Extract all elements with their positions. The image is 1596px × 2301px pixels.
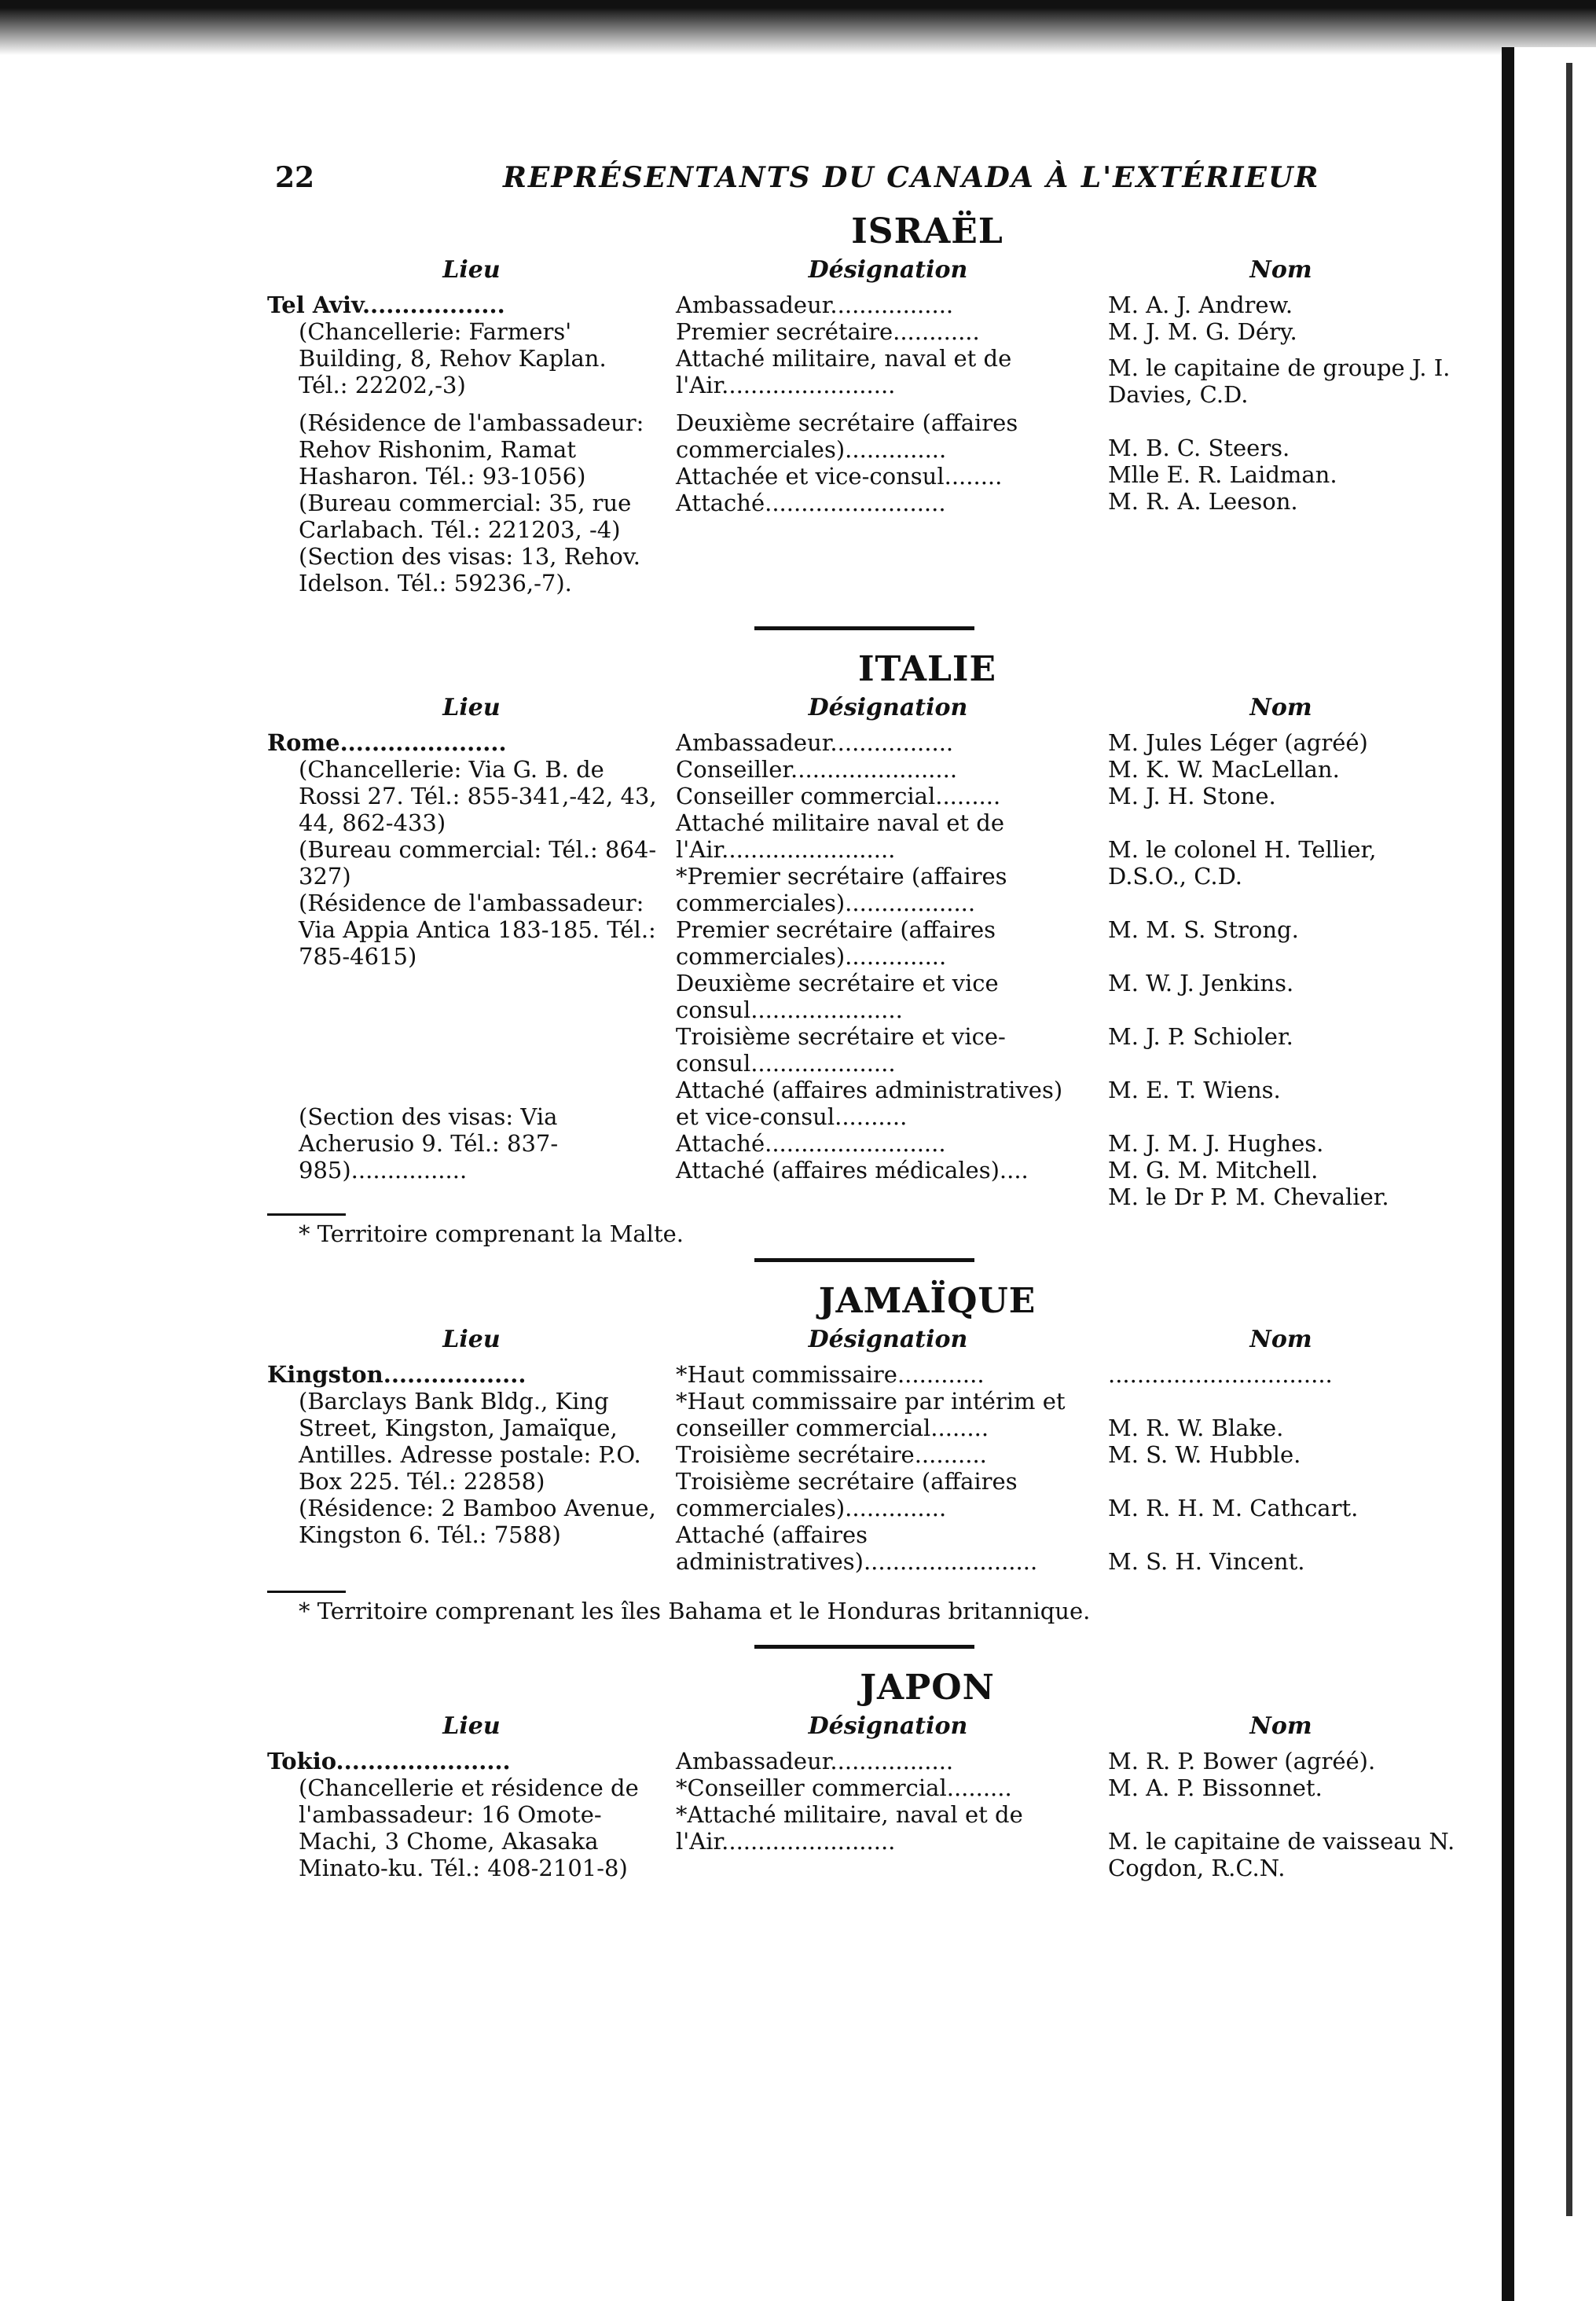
- nom: Mlle E. R. Laidman.: [1108, 461, 1337, 488]
- address: (Section des visas: 13, Rehov. Idelson. Tél.: 59236,-7).: [299, 543, 641, 596]
- nom: M. S. H. Vincent.: [1108, 1548, 1305, 1575]
- country-title: ISRAËL: [851, 211, 1003, 251]
- designation: Attaché.........................: [676, 490, 946, 516]
- designation: Attaché (affaires médicales)....: [676, 1157, 1029, 1184]
- nom: M. J. M. G. Déry.: [1108, 318, 1297, 345]
- designation-column: [676, 1361, 1100, 1575]
- entries-table: [267, 729, 1462, 1210]
- nom: M. S. W. Hubble.: [1108, 1441, 1301, 1468]
- designation: Attaché.........................: [676, 1130, 946, 1157]
- designation: *Haut commissaire par intérim et conseiller commercial........: [676, 1388, 1066, 1441]
- designation: Attaché (affaires administratives) et vice-consul..........: [676, 1077, 1063, 1130]
- designation: Premier secrétaire............: [676, 318, 980, 345]
- footnote-rule: [267, 1213, 346, 1216]
- address: (Chancellerie et résidence de l'ambassadeur: 16 Omote-Machi, 3 Chome, Akasaka Minato-ku. Tél.: 408-2101-8): [299, 1774, 639, 1881]
- lieu-column: [267, 1748, 676, 1881]
- nom: ...............................: [1108, 1361, 1333, 1388]
- designation: Troisième secrétaire..........: [676, 1441, 987, 1468]
- address: (Barclays Bank Bldg., King Street, Kingston, Jamaïque, Antilles. Adresse postale: P.O. Box 225. Tél.: 22858): [299, 1388, 641, 1495]
- address: (Chancellerie: Via G. B. de Rossi 27. Tél.: 855-341,-42, 43, 44, 862-433): [299, 756, 657, 836]
- running-head: [267, 153, 1462, 200]
- footnote: * Territoire comprenant la Malte.: [299, 1220, 684, 1247]
- footnote-rule: [267, 1591, 346, 1593]
- country-title: JAMAÏQUE: [818, 1281, 1036, 1321]
- designation: Troisième secrétaire et vice-consul....................: [676, 1023, 1006, 1077]
- header-lieu: Lieu: [442, 1712, 501, 1740]
- nom: M. K. W. MacLellan.: [1108, 756, 1340, 783]
- place-name: Tokio......................: [267, 1748, 511, 1774]
- nom: M. E. T. Wiens.: [1108, 1077, 1281, 1103]
- header-designation: Désignation: [808, 1712, 968, 1740]
- nom: M. R. P. Bower (agréé).: [1108, 1748, 1376, 1774]
- nom-column: [1100, 729, 1462, 1210]
- page-content: [267, 153, 1462, 1881]
- section-israel: [267, 211, 1462, 630]
- page-binding-line: [1566, 63, 1572, 2216]
- nom-column: [1100, 1361, 1462, 1575]
- section-italie: [267, 649, 1462, 1262]
- header-nom: Nom: [1249, 1712, 1312, 1740]
- column-headers: [267, 256, 1462, 284]
- address: (Résidence: 2 Bamboo Avenue, Kingston 6. Tél.: 7588): [299, 1495, 656, 1548]
- address: (Bureau commercial: 35, rue Carlabach. Tél.: 221203, -4): [299, 490, 632, 543]
- designation-column: [676, 292, 1100, 596]
- section-japon: [267, 1668, 1462, 1881]
- footnote: * Territoire comprenant les îles Bahama et le Honduras britannique.: [299, 1598, 1091, 1624]
- designation: Ambassadeur.................: [676, 1748, 954, 1774]
- designation: Premier secrétaire (affaires commerciales)..............: [676, 916, 996, 970]
- address: (Section des visas: Via Acherusio 9. Tél.: 837-985)................: [299, 1103, 559, 1184]
- header-nom: Nom: [1249, 256, 1312, 284]
- page-number: 22: [275, 161, 315, 194]
- designation-column: [676, 1748, 1100, 1881]
- header-lieu: Lieu: [442, 1326, 501, 1353]
- entries-table: [267, 1361, 1462, 1575]
- country-title: JAPON: [860, 1668, 995, 1708]
- header-designation: Désignation: [808, 1326, 968, 1353]
- designation: Deuxième secrétaire et vice consul.....................: [676, 970, 999, 1023]
- section-jamaique: [267, 1281, 1462, 1649]
- column-headers: [267, 1326, 1462, 1353]
- designation: *Attaché militaire, naval et de l'Air........................: [676, 1801, 1023, 1855]
- nom: M. R. A. Leeson.: [1108, 488, 1298, 515]
- nom: M. W. J. Jenkins.: [1108, 970, 1294, 996]
- designation: *Conseiller commercial.........: [676, 1774, 1012, 1801]
- place-name: Rome.....................: [267, 729, 507, 756]
- lieu-column: [267, 1361, 676, 1575]
- address: (Chancellerie: Farmers' Building, 8, Rehov Kaplan. Tél.: 22202,-3): [299, 318, 607, 398]
- designation: *Premier secrétaire (affaires commerciales)..................: [676, 863, 1007, 916]
- nom: M. G. M. Mitchell.: [1108, 1157, 1319, 1184]
- nom-column: [1100, 292, 1462, 596]
- column-headers: [267, 1712, 1462, 1740]
- nom: M. le capitaine de groupe J. I. Davies, C.D.: [1108, 354, 1451, 408]
- address: (Résidence de l'ambassadeur: Via Appia Antica 183-185. Tél.: 785-4615): [299, 890, 656, 970]
- lieu-column: [267, 729, 676, 1210]
- scan-edge-right: [1502, 47, 1596, 2301]
- running-title: REPRÉSENTANTS DU CANADA À L'EXTÉRIEUR: [503, 161, 1320, 194]
- nom: M. M. S. Strong.: [1108, 916, 1299, 943]
- place-name: Kingston..................: [267, 1361, 526, 1388]
- nom: M. J. P. Schioler.: [1108, 1023, 1293, 1050]
- nom: M. J. H. Stone.: [1108, 783, 1276, 809]
- nom: M. le Dr P. M. Chevalier.: [1108, 1184, 1389, 1210]
- header-nom: Nom: [1249, 1326, 1312, 1353]
- designation: Attaché militaire, naval et de l'Air........................: [676, 345, 1012, 398]
- designation: Ambassadeur.................: [676, 292, 954, 318]
- section-divider: [754, 1645, 974, 1649]
- header-designation: Désignation: [808, 694, 968, 721]
- designation: Attaché militaire naval et de l'Air........................: [676, 809, 1005, 863]
- designation: Conseiller commercial.........: [676, 783, 1001, 809]
- entries-table: [267, 1748, 1462, 1881]
- designation: Ambassadeur.................: [676, 729, 954, 756]
- lieu-column: [267, 292, 676, 596]
- nom: M. J. M. J. Hughes.: [1108, 1130, 1324, 1157]
- place-name: Tel Aviv..................: [267, 292, 505, 318]
- section-divider: [754, 1258, 974, 1262]
- header-nom: Nom: [1249, 694, 1312, 721]
- designation: *Haut commissaire............: [676, 1361, 985, 1388]
- nom: M. R. W. Blake.: [1108, 1415, 1284, 1441]
- header-designation: Désignation: [808, 256, 968, 284]
- header-lieu: Lieu: [442, 694, 501, 721]
- column-headers: [267, 694, 1462, 721]
- scan-edge-top: [0, 0, 1596, 55]
- designation: Deuxième secrétaire (affaires commerciales)..............: [676, 409, 1018, 463]
- entries-table: [267, 292, 1462, 596]
- designation: Conseiller.......................: [676, 756, 958, 783]
- nom: M. le capitaine de vaisseau N. Cogdon, R.C.N.: [1108, 1828, 1455, 1881]
- nom: M. R. H. M. Cathcart.: [1108, 1495, 1359, 1521]
- header-lieu: Lieu: [442, 256, 501, 284]
- nom: M. B. C. Steers.: [1108, 435, 1290, 461]
- section-divider: [754, 626, 974, 630]
- nom: M. le colonel H. Tellier, D.S.O., C.D.: [1108, 836, 1377, 890]
- designation: Attachée et vice-consul........: [676, 463, 1003, 490]
- nom: M. Jules Léger (agréé): [1108, 729, 1368, 756]
- designation: Attaché (affaires administratives)........................: [676, 1521, 1038, 1575]
- address: (Bureau commercial: Tél.: 864-327): [299, 836, 657, 890]
- country-title: ITALIE: [857, 649, 997, 689]
- nom: M. A. P. Bissonnet.: [1108, 1774, 1323, 1801]
- designation: Troisième secrétaire (affaires commerciales)..............: [676, 1468, 1018, 1521]
- designation-column: [676, 729, 1100, 1210]
- nom-column: [1100, 1748, 1462, 1881]
- nom: M. A. J. Andrew.: [1108, 292, 1293, 318]
- address: (Résidence de l'ambassadeur: Rehov Rishonim, Ramat Hasharon. Tél.: 93-1056): [299, 409, 644, 490]
